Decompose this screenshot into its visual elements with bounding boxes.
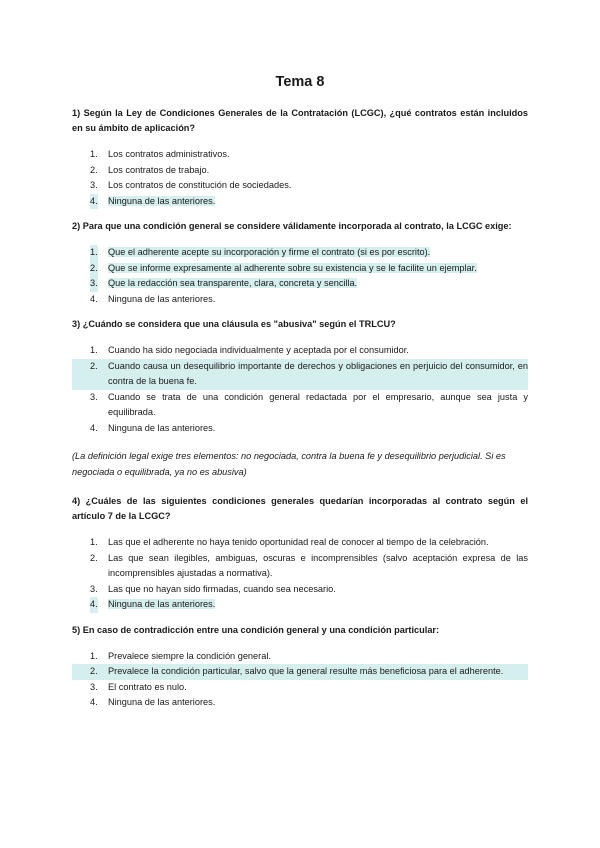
option-item-highlighted <box>72 245 528 261</box>
question-block-5 <box>72 623 528 711</box>
option-text: Las que no hayan sido firmadas, cuando sea necesario. <box>108 583 336 594</box>
option-item-highlighted <box>72 359 528 390</box>
option-text: Los contratos de constitución de sociedades. <box>108 180 292 190</box>
option-item <box>72 343 528 359</box>
question-text: 1) Según la Ley de Condiciones Generales de la Contratación (LCGC), ¿qué contratos están incluidos en su ámbito de aplicación? <box>72 108 528 133</box>
option-text: Que el adherente acepte su incorporación y firme el contrato (si es por escrito). <box>108 247 431 257</box>
option-item <box>72 163 528 179</box>
option-number: 3. <box>90 391 98 402</box>
explanation-note: (La definición legal exige tres elementos: no negociada, contra la buena fe y desequilibrio perjudicial. Si es negociada o equilibrada, ya no es abusiva) <box>72 451 506 477</box>
option-list <box>72 535 528 613</box>
option-item <box>72 695 528 711</box>
option-text: Los contratos administrativos. <box>108 149 230 159</box>
option-number: 2. <box>90 552 98 563</box>
option-number: 3. <box>90 681 98 692</box>
option-item <box>72 649 528 665</box>
option-item <box>72 551 528 582</box>
option-number: 4. <box>90 697 98 707</box>
option-text: Prevalece la condición particular, salvo que la general resulte más beneficiosa para el adherente. <box>108 666 504 676</box>
option-number: 1. <box>90 345 98 355</box>
option-number: 4. <box>90 194 98 210</box>
option-list <box>72 147 528 209</box>
option-item <box>72 535 528 551</box>
option-number: 2. <box>90 164 98 175</box>
option-text: Prevalece siempre la condición general. <box>108 650 271 661</box>
option-list <box>72 649 528 711</box>
option-text: Ninguna de las anteriores. <box>108 599 216 609</box>
option-list <box>72 343 528 436</box>
option-number: 2. <box>90 666 98 676</box>
option-item-highlighted <box>72 276 528 292</box>
option-item <box>72 390 528 421</box>
option-number: 4. <box>90 293 98 304</box>
option-item-highlighted <box>72 194 528 210</box>
option-text: Cuando ha sido negociada individualmente y aceptada por el consumidor. <box>108 345 409 355</box>
option-text: Los contratos de trabajo. <box>108 164 210 175</box>
option-item-highlighted <box>72 597 528 613</box>
option-text: Que se informe expresamente al adherente sobre su existencia y se le facilite un ejemplar. <box>108 262 477 273</box>
option-text: Cuando causa un desequilibrio importante de derechos y obligaciones en perjuicio del consumidor, en contra de la buena fe. <box>108 360 528 386</box>
option-item <box>72 680 528 696</box>
option-number: 3. <box>90 180 98 190</box>
question-block-1 <box>72 106 528 209</box>
question-block-2 <box>72 219 528 307</box>
option-number: 4. <box>90 422 98 433</box>
page-title: Tema 8 <box>275 74 325 90</box>
option-number: 3. <box>90 583 98 594</box>
option-number: 2. <box>90 261 98 277</box>
option-item-highlighted <box>72 664 528 680</box>
option-item-highlighted <box>72 261 528 277</box>
option-number: 2. <box>90 360 98 371</box>
option-list <box>72 245 528 307</box>
option-text: El contrato es nulo. <box>108 681 187 692</box>
option-item <box>72 421 528 437</box>
option-number: 1. <box>90 537 98 547</box>
option-number: 1. <box>90 650 98 661</box>
question-text: 3) ¿Cuándo se considera que una cláusula es "abusiva" según el TRLCU? <box>72 319 396 329</box>
question-text: 4) ¿Cuáles de las siguientes condiciones generales quedarían incorporadas al contrato según el artículo 7 de la LCGC? <box>72 496 528 521</box>
question-text: 2) Para que una condición general se considere válidamente incorporada al contrato, la LCGC exige: <box>72 221 512 231</box>
option-text: Ninguna de las anteriores. <box>108 422 216 433</box>
option-number: 4. <box>90 597 98 613</box>
option-text: Ninguna de las anteriores. <box>108 293 216 304</box>
option-item <box>72 178 528 194</box>
option-text: Cuando se trata de una condición general redactada por el empresario, aunque sea justa y equilibrada. <box>108 391 528 417</box>
question-block-4 <box>72 494 528 613</box>
option-item <box>72 147 528 163</box>
option-number: 3. <box>90 276 98 292</box>
option-text: Ninguna de las anteriores. <box>108 195 216 206</box>
option-number: 1. <box>90 149 98 159</box>
question-text: 5) En caso de contradicción entre una condición general y una condición particular: <box>72 624 440 635</box>
option-item <box>72 292 528 308</box>
option-item <box>72 582 528 598</box>
option-text: Las que el adherente no haya tenido oportunidad real de conocer al tiempo de la celebración. <box>108 537 489 547</box>
option-text: Que la redacción sea transparente, clara, concreta y sencilla. <box>108 278 358 288</box>
option-number: 1. <box>90 245 98 261</box>
option-text: Las que sean ilegibles, ambiguas, oscuras e incomprensibles (salvo aceptación expresa de las incomprensibles ajustadas a normativa). <box>108 552 528 578</box>
question-block-3 <box>72 317 528 480</box>
option-text: Ninguna de las anteriores. <box>108 697 216 707</box>
